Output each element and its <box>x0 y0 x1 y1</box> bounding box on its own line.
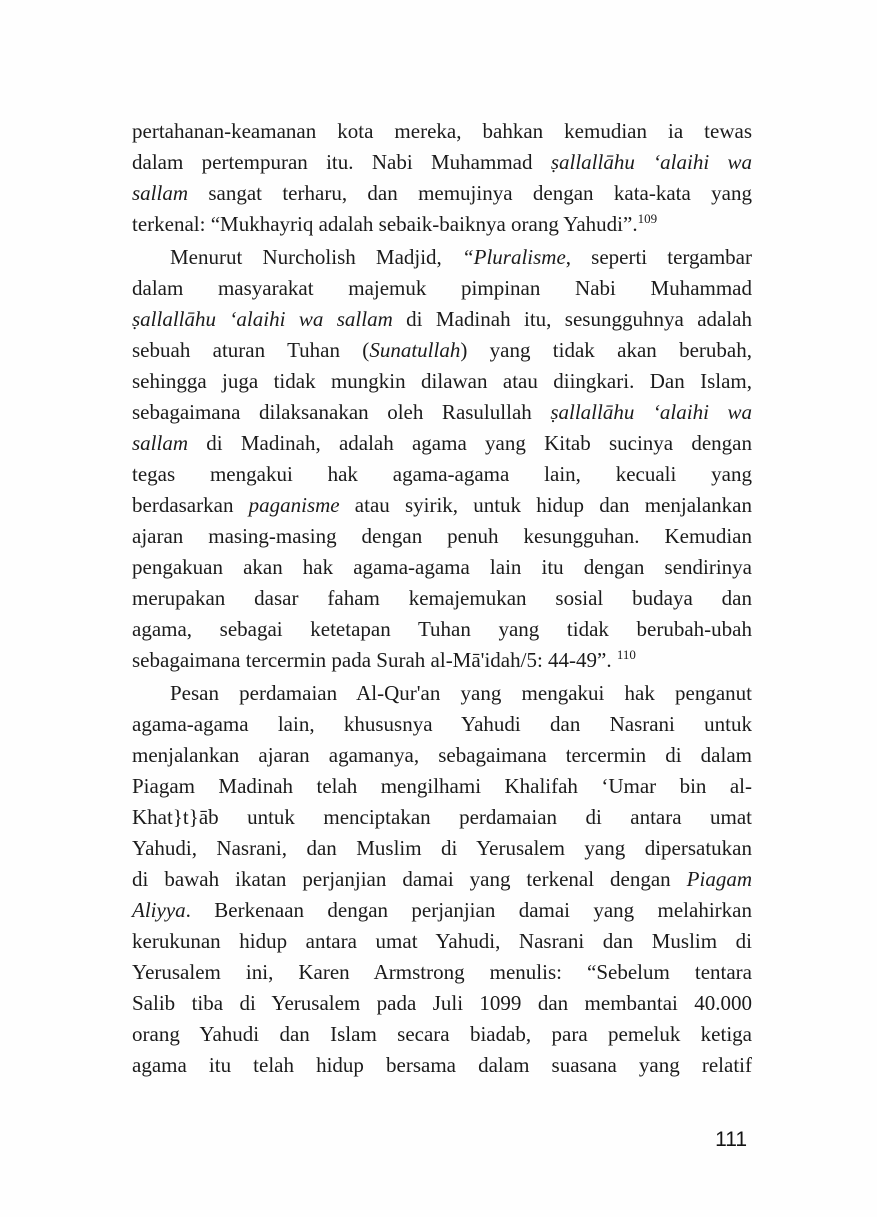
text-run: Aliyya <box>132 898 186 922</box>
text-run: tegas mengakui hak agama-agama lain, kecuali yang <box>132 462 752 486</box>
text-run: ṣallallāhu ‘alaihi wa <box>550 150 753 174</box>
text-run: atau syirik, untuk hidup dan menjalankan <box>339 493 752 517</box>
text-line <box>132 490 752 521</box>
text-line <box>132 397 752 428</box>
text-run: merupakan dasar faham kemajemukan sosial budaya dan <box>132 586 752 610</box>
text-line <box>132 833 752 864</box>
footnote-reference: 109 <box>637 211 658 226</box>
text-line <box>132 926 752 957</box>
text-line <box>132 771 752 802</box>
text-run: ) yang tidak akan berubah, <box>460 338 752 362</box>
text-run: pertahanan-keamanan kota mereka, bahkan kemudian ia tewas <box>132 119 752 143</box>
text-run: Yahudi, Nasrani, dan Muslim di Yerusalem yang dipersatukan <box>132 836 752 860</box>
text-run: ṣallallāhu ‘alaihi wa sallam <box>132 307 393 331</box>
text-line <box>132 645 752 678</box>
text-line <box>132 428 752 459</box>
text-run: ṣallallāhu ‘alaihi wa <box>550 400 752 424</box>
body-text <box>132 116 752 1081</box>
text-line <box>132 988 752 1019</box>
text-line <box>132 614 752 645</box>
text-run: paganisme <box>248 493 340 517</box>
text-run: , seperti tergambar <box>565 245 752 269</box>
text-run: Khat}t}āb untuk menciptakan perdamaian di antara umat <box>132 805 752 829</box>
text-run: dalam pertempuran itu. Nabi Muhammad <box>132 150 551 174</box>
text-run: Sunatullah <box>369 338 461 362</box>
text-run: sangat terharu, dan memujinya dengan kata-kata yang <box>188 181 752 205</box>
text-line <box>132 209 752 242</box>
text-line <box>132 521 752 552</box>
text-run: di Madinah itu, sesungguhnya adalah <box>392 307 753 331</box>
text-line <box>132 335 752 366</box>
text-run: orang Yahudi dan Islam secara biadab, para pemeluk ketiga <box>132 1022 752 1046</box>
text-line <box>132 147 752 178</box>
text-run: di bawah ikatan perjanjian damai yang terkenal dengan <box>132 867 687 891</box>
text-run: Pesan perdamaian Al-Qur'an yang mengakui hak penganut <box>170 681 752 705</box>
text-line <box>132 583 752 614</box>
text-line <box>132 552 752 583</box>
text-line <box>132 304 752 335</box>
text-line <box>132 366 752 397</box>
text-run: sebagaimana dilaksanakan oleh Rasulullah <box>132 400 551 424</box>
text-line <box>132 678 752 709</box>
text-run: . Berkenaan dengan perjanjian damai yang melahirkan <box>185 898 752 922</box>
text-line <box>132 802 752 833</box>
text-line <box>132 1019 752 1050</box>
text-run: Menurut Nurcholish Madjid, <box>170 245 462 269</box>
text-run: menjalankan ajaran agamanya, sebagaimana tercermin di dalam <box>132 743 752 767</box>
footnote-reference: 110 <box>616 647 636 662</box>
text-run: pengakuan akan hak agama-agama lain itu dengan sendirinya <box>132 555 752 579</box>
text-line <box>132 740 752 771</box>
text-run: agama itu telah hidup bersama dalam suasana yang relatif <box>132 1053 752 1077</box>
text-line <box>132 178 752 209</box>
text-run: ajaran masing-masing dengan penuh kesungguhan. Kemudian <box>132 524 752 548</box>
text-run: berdasarkan <box>132 493 249 517</box>
text-run: Yerusalem ini, Karen Armstrong menulis: “Sebelum tentara <box>132 960 752 984</box>
text-line <box>132 459 752 490</box>
text-line <box>132 709 752 740</box>
text-line <box>132 895 752 926</box>
text-line <box>132 116 752 147</box>
text-run: agama-agama lain, khususnya Yahudi dan Nasrani untuk <box>132 712 752 736</box>
text-run: sebuah aturan Tuhan ( <box>132 338 370 362</box>
text-run: “Pluralisme <box>461 245 566 269</box>
text-line <box>132 1050 752 1081</box>
text-run: agama, sebagai ketetapan Tuhan yang tidak berubah-ubah <box>132 617 752 641</box>
text-line <box>132 957 752 988</box>
text-line <box>132 242 752 273</box>
page-number: 111 <box>715 1128 747 1151</box>
text-run: Piagam Madinah telah mengilhami Khalifah ‘Umar bin al- <box>132 774 752 798</box>
text-run: dalam masyarakat majemuk pimpinan Nabi Muhammad <box>132 276 752 300</box>
text-run: sallam <box>132 181 189 205</box>
text-run: terkenal: “Mukhayriq adalah sebaik-baiknya orang Yahudi”. <box>132 212 638 236</box>
text-line <box>132 273 752 304</box>
text-run: Salib tiba di Yerusalem pada Juli 1099 dan membantai 40.000 <box>132 991 752 1015</box>
text-run: kerukunan hidup antara umat Yahudi, Nasrani dan Muslim di <box>132 929 752 953</box>
text-run: di Madinah, adalah agama yang Kitab sucinya dengan <box>188 431 752 455</box>
text-run: sebagaimana tercermin pada Surah al-Mā'idah/5: 44-49”. <box>132 648 617 672</box>
text-run: Piagam <box>686 867 752 891</box>
text-run: sallam <box>132 431 189 455</box>
text-run: sehingga juga tidak mungkin dilawan atau diingkari. Dan Islam, <box>132 369 752 393</box>
text-line <box>132 864 752 895</box>
